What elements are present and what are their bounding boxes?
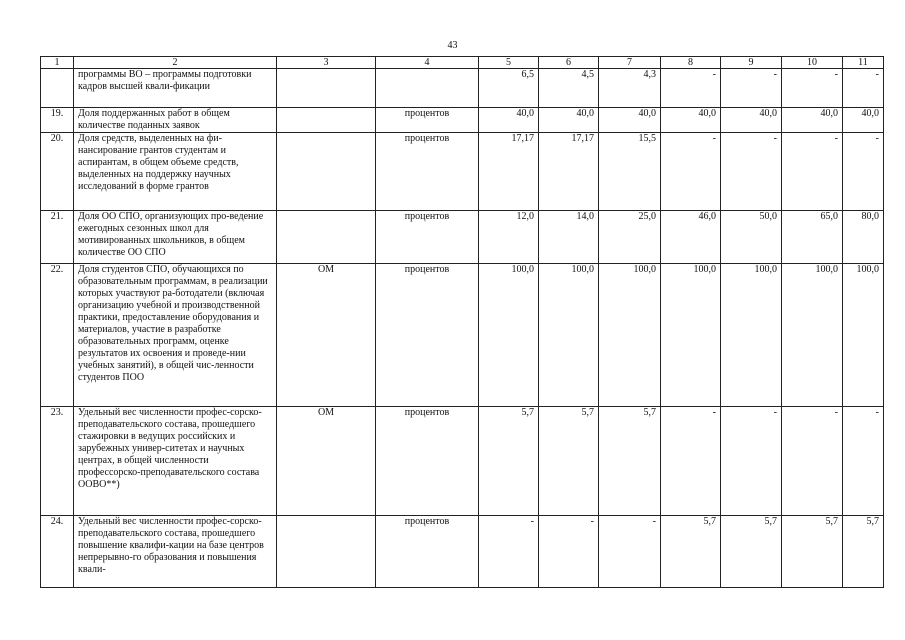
program-code: ОМ bbox=[277, 407, 376, 516]
value-cell: 40,0 bbox=[661, 108, 721, 133]
indicator-description: Удельный вес численности профес-сорско-преподавательского состава, прошедшего повышение квалифи-кации на базе центров непрерывно-го образования и повышения квали- bbox=[74, 516, 277, 588]
value-cell: 12,0 bbox=[479, 211, 539, 264]
row-number: 20. bbox=[41, 133, 74, 211]
table-row bbox=[41, 516, 884, 588]
value-cell: 40,0 bbox=[721, 108, 782, 133]
value-cell: 17,17 bbox=[539, 133, 599, 211]
program-code bbox=[277, 108, 376, 133]
value-cell: 5,7 bbox=[479, 407, 539, 516]
value-cell: 100,0 bbox=[661, 264, 721, 407]
value-cell: 4,3 bbox=[599, 69, 661, 108]
column-header: 11 bbox=[843, 57, 884, 69]
unit-cell: процентов bbox=[376, 516, 479, 588]
value-cell: - bbox=[721, 69, 782, 108]
value-cell: - bbox=[782, 69, 843, 108]
unit-cell bbox=[376, 69, 479, 108]
value-cell: 100,0 bbox=[479, 264, 539, 407]
indicator-description: Доля поддержанных работ в общем количестве поданных заявок bbox=[74, 108, 277, 133]
value-cell: 4,5 bbox=[539, 69, 599, 108]
value-cell: 5,7 bbox=[721, 516, 782, 588]
value-cell: 40,0 bbox=[782, 108, 843, 133]
value-cell: 100,0 bbox=[721, 264, 782, 407]
unit-cell: процентов bbox=[376, 133, 479, 211]
row-number: 21. bbox=[41, 211, 74, 264]
value-cell: 80,0 bbox=[843, 211, 884, 264]
value-cell: 5,7 bbox=[661, 516, 721, 588]
unit-cell: процентов bbox=[376, 211, 479, 264]
row-number: 23. bbox=[41, 407, 74, 516]
table-row bbox=[41, 407, 884, 516]
row-number bbox=[41, 69, 74, 108]
value-cell: 40,0 bbox=[843, 108, 884, 133]
row-number: 22. bbox=[41, 264, 74, 407]
value-cell: - bbox=[843, 407, 884, 516]
row-number: 19. bbox=[41, 108, 74, 133]
value-cell: - bbox=[721, 407, 782, 516]
value-cell: 65,0 bbox=[782, 211, 843, 264]
column-header-row bbox=[41, 57, 884, 69]
value-cell: 40,0 bbox=[599, 108, 661, 133]
value-cell: 6,5 bbox=[479, 69, 539, 108]
column-header: 6 bbox=[539, 57, 599, 69]
column-header: 3 bbox=[277, 57, 376, 69]
value-cell: 100,0 bbox=[782, 264, 843, 407]
column-header: 1 bbox=[41, 57, 74, 69]
value-cell: - bbox=[599, 516, 661, 588]
value-cell: - bbox=[661, 133, 721, 211]
value-cell: 25,0 bbox=[599, 211, 661, 264]
value-cell: 5,7 bbox=[599, 407, 661, 516]
value-cell: - bbox=[843, 69, 884, 108]
program-code bbox=[277, 69, 376, 108]
table-row bbox=[41, 133, 884, 211]
row-number: 24. bbox=[41, 516, 74, 588]
value-cell: - bbox=[661, 69, 721, 108]
value-cell: - bbox=[479, 516, 539, 588]
value-cell: 50,0 bbox=[721, 211, 782, 264]
page-number: 43 bbox=[447, 40, 458, 51]
value-cell: - bbox=[782, 133, 843, 211]
program-code bbox=[277, 211, 376, 264]
value-cell: 14,0 bbox=[539, 211, 599, 264]
value-cell: - bbox=[539, 516, 599, 588]
indicator-description: Удельный вес численности профес-сорско-преподавательского состава, прошедшего стажировки в ведущих российских и зарубежных универ-ситетах и научных центрах, в общей численности профессорско-преподавательского состава ООВО**) bbox=[74, 407, 277, 516]
indicator-description: Доля студентов СПО, обучающихся по образовательным программам, в реализации которых участвуют ра-ботодатели (включая организацию учебной и производственной практики, предоставление оборудования и материалов, участие в разработке образовательных программ, оценке результатов их освоения и проведе-нии учебных занятий), в общей чис-ленности студентов ПОО bbox=[74, 264, 277, 407]
indicator-description: Доля средств, выделенных на фи-нансирование грантов студентам и аспирантам, в общем объеме средств, выделенных на поддержку научных исследований в форме грантов bbox=[74, 133, 277, 211]
column-header: 7 bbox=[599, 57, 661, 69]
value-cell: 100,0 bbox=[599, 264, 661, 407]
indicator-description: Доля ОО СПО, организующих про-ведение ежегодных сезонных школ для мотивированных школьников, в общем количестве ОО СПО bbox=[74, 211, 277, 264]
value-cell: 15,5 bbox=[599, 133, 661, 211]
value-cell: - bbox=[721, 133, 782, 211]
column-header: 9 bbox=[721, 57, 782, 69]
table-row bbox=[41, 108, 884, 133]
program-code: ОМ bbox=[277, 264, 376, 407]
table-row bbox=[41, 69, 884, 108]
value-cell: 5,7 bbox=[539, 407, 599, 516]
value-cell: 40,0 bbox=[479, 108, 539, 133]
column-header: 4 bbox=[376, 57, 479, 69]
unit-cell: процентов bbox=[376, 264, 479, 407]
column-header: 10 bbox=[782, 57, 843, 69]
value-cell: 100,0 bbox=[539, 264, 599, 407]
value-cell: 100,0 bbox=[843, 264, 884, 407]
value-cell: - bbox=[843, 133, 884, 211]
table-row bbox=[41, 264, 884, 407]
indicator-description: программы ВО – программы подготовки кадров высшей квали-фикации bbox=[74, 69, 277, 108]
column-header: 5 bbox=[479, 57, 539, 69]
value-cell: 40,0 bbox=[539, 108, 599, 133]
value-cell: - bbox=[782, 407, 843, 516]
program-code bbox=[277, 133, 376, 211]
unit-cell: процентов bbox=[376, 407, 479, 516]
indicators-table bbox=[40, 56, 884, 588]
table-row bbox=[41, 211, 884, 264]
value-cell: 5,7 bbox=[782, 516, 843, 588]
column-header: 2 bbox=[74, 57, 277, 69]
value-cell: 17,17 bbox=[479, 133, 539, 211]
value-cell: 5,7 bbox=[843, 516, 884, 588]
program-code bbox=[277, 516, 376, 588]
value-cell: - bbox=[661, 407, 721, 516]
value-cell: 46,0 bbox=[661, 211, 721, 264]
column-header: 8 bbox=[661, 57, 721, 69]
unit-cell: процентов bbox=[376, 108, 479, 133]
